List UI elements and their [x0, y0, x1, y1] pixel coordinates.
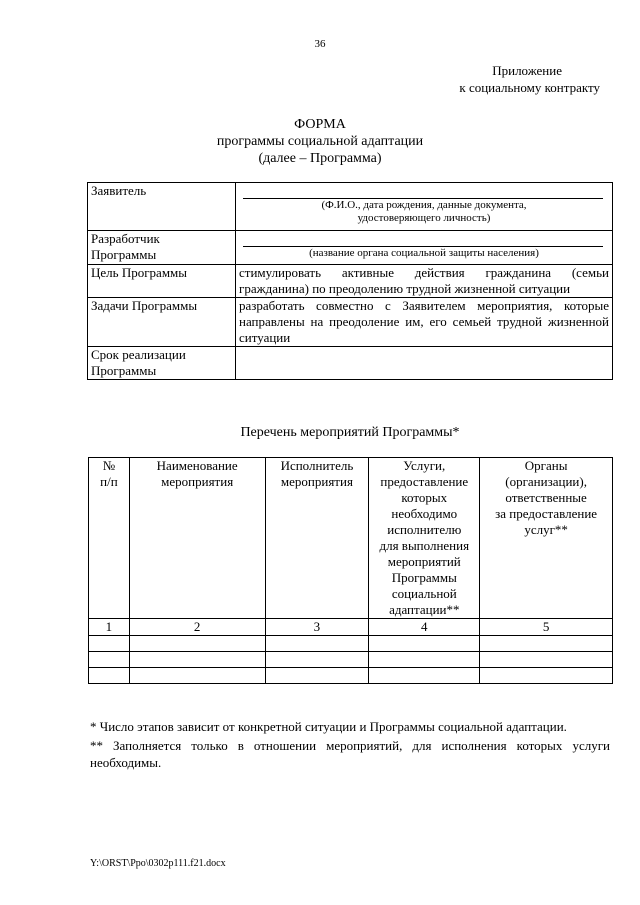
header-line: №	[102, 458, 116, 473]
header-line: п/п	[100, 474, 118, 489]
table-cell[interactable]	[89, 636, 130, 652]
applicant-row	[88, 183, 613, 231]
column-numbers-row	[89, 619, 613, 636]
tasks-value: разработать совместно с Заявителем мероприятия, которые направлены на преодоление им, его семьей трудной жизненной ситуации	[236, 298, 613, 347]
applicant-label: Заявитель	[88, 183, 236, 231]
table-cell[interactable]	[369, 652, 480, 668]
applicant-field[interactable]	[236, 183, 613, 231]
table-cell[interactable]	[265, 652, 369, 668]
footer-file-path: Y:\ORST\Ppo\0302p111.f21.docx	[90, 858, 226, 869]
applicant-hint-2: удостоверяющего личность)	[357, 212, 491, 224]
table-cell[interactable]	[129, 636, 265, 652]
header-line: для выполнения	[379, 538, 470, 553]
header-line: Исполнитель	[280, 458, 354, 473]
header-line: мероприятия	[280, 474, 353, 489]
events-list-title: Перечень мероприятий Программы*	[240, 425, 460, 440]
goal-value: стимулировать активные действия гражданина (семьи гражданина) по преодолению трудной жизненной ситуации	[236, 265, 613, 298]
header-event-name	[129, 458, 265, 619]
form-title	[0, 116, 640, 167]
developer-fill-line	[243, 231, 603, 247]
program-info-table	[87, 182, 613, 380]
table-row	[89, 668, 613, 684]
header-line: за предоставление	[495, 506, 598, 521]
table-cell[interactable]	[480, 652, 613, 668]
header-services	[369, 458, 480, 619]
tasks-row	[88, 298, 613, 347]
table-cell[interactable]	[480, 636, 613, 652]
table-cell[interactable]	[265, 636, 369, 652]
table-row	[89, 652, 613, 668]
header-line: адаптации**	[389, 602, 460, 617]
developer-hint: (название органа социальной защиты населения)	[309, 247, 539, 259]
table-cell[interactable]	[129, 668, 265, 684]
developer-label	[88, 231, 236, 265]
header-line: Органы	[524, 458, 568, 473]
header-line: исполнителю	[387, 522, 462, 537]
header-line: мероприятия	[161, 474, 234, 489]
form-title-line-3: (далее – Программа)	[258, 151, 382, 166]
header-line: Наименование	[156, 458, 238, 473]
column-number: 5	[480, 619, 613, 636]
table-cell[interactable]	[480, 668, 613, 684]
header-line: Программы	[391, 570, 457, 585]
column-number: 3	[265, 619, 369, 636]
table-cell[interactable]	[369, 636, 480, 652]
header-line: мероприятий	[387, 554, 461, 569]
developer-field[interactable]	[236, 231, 613, 265]
header-organs	[480, 458, 613, 619]
header-line: Услуги,	[403, 458, 446, 473]
column-number: 1	[89, 619, 130, 636]
term-row	[88, 347, 613, 380]
appendix-line-1: Приложение	[492, 63, 562, 78]
table-cell[interactable]	[369, 668, 480, 684]
header-line: услуг**	[524, 522, 568, 537]
table-cell[interactable]	[89, 652, 130, 668]
events-header-row	[89, 458, 613, 619]
header-line: которых	[401, 490, 448, 505]
header-executor	[265, 458, 369, 619]
term-label-line-2: Программы	[91, 363, 157, 378]
goal-label: Цель Программы	[88, 265, 236, 298]
form-title-line-1: ФОРМА	[294, 117, 346, 132]
page-number: 36	[314, 38, 326, 50]
events-table	[88, 457, 613, 684]
term-field[interactable]	[236, 347, 613, 380]
table-row	[89, 636, 613, 652]
developer-label-line-1: Разработчик	[91, 231, 160, 246]
table-cell[interactable]	[89, 668, 130, 684]
developer-label-line-2: Программы	[91, 247, 157, 262]
appendix-line-2: к социальному контракту	[459, 80, 600, 95]
header-line: необходимо	[391, 506, 458, 521]
tasks-label: Задачи Программы	[88, 298, 236, 347]
column-number: 4	[369, 619, 480, 636]
header-line: социальной	[391, 586, 457, 601]
header-line: предоставление	[380, 474, 469, 489]
appendix-caption	[459, 62, 600, 96]
applicant-hint-1: (Ф.И.О., дата рождения, данные документа,	[321, 199, 527, 211]
developer-row	[88, 231, 613, 265]
column-number: 2	[129, 619, 265, 636]
table-cell[interactable]	[265, 668, 369, 684]
table-cell[interactable]	[129, 652, 265, 668]
applicant-fill-line	[243, 183, 603, 199]
header-line: ответственные	[505, 490, 587, 505]
header-number	[89, 458, 130, 619]
footnotes	[90, 718, 610, 773]
goal-row	[88, 265, 613, 298]
footnote-2: ** Заполняется только в отношении мероприятий, для исполнения которых услуги необходимы.	[90, 738, 610, 770]
footnote-1: * Число этапов зависит от конкретной ситуации и Программы социальной адаптации.	[90, 719, 567, 734]
term-label-line-1: Срок реализации	[91, 347, 186, 362]
form-title-line-2: программы социальной адаптации	[216, 134, 424, 149]
term-label	[88, 347, 236, 380]
header-line: (организации),	[505, 474, 587, 489]
